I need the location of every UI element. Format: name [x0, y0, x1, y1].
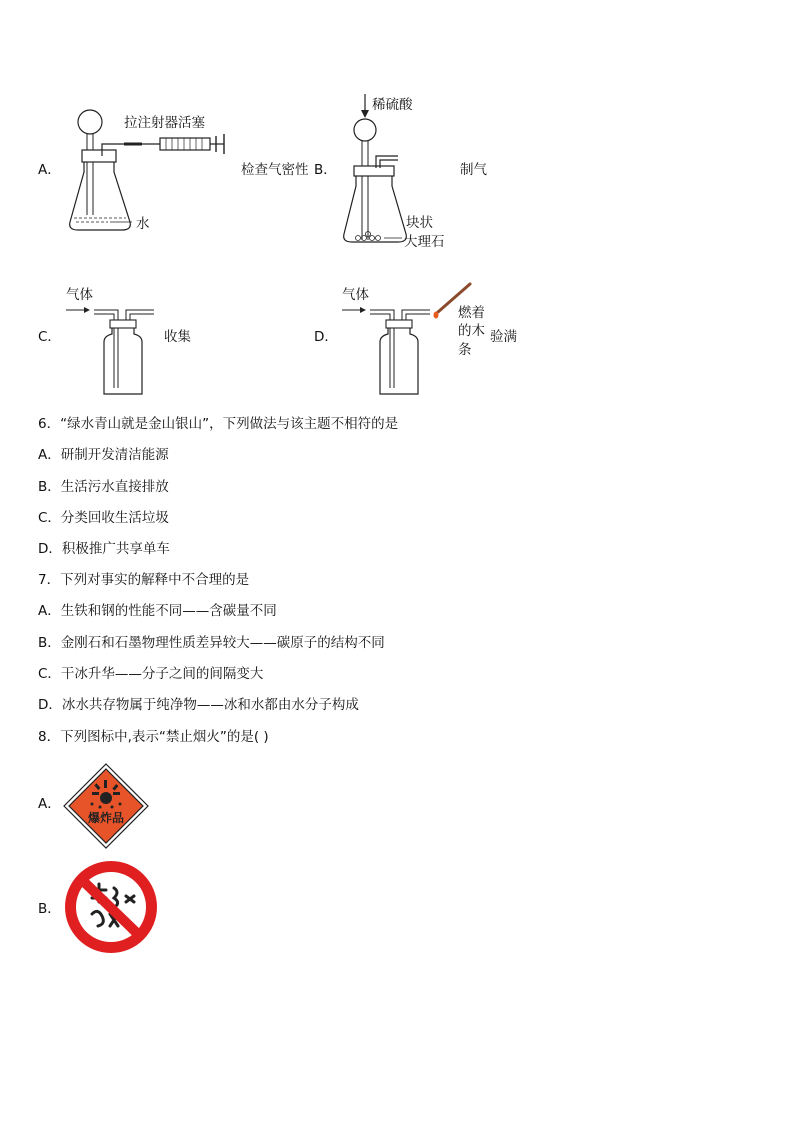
label-marble-2: 大理石 [404, 234, 445, 250]
question-8-option-a-letter: A． [38, 796, 61, 812]
caption-full-check: 验满 [490, 329, 517, 345]
explosive-sign-icon [62, 762, 150, 850]
question-8-option-b-letter: B． [38, 901, 61, 917]
option-b-letter: B． [314, 162, 337, 178]
label-stick-2: 的木 [458, 323, 485, 339]
option-c-letter: C． [38, 329, 61, 345]
question-6-option-a: A．研制开发清洁能源 [38, 447, 169, 463]
option-a-letter: A． [38, 162, 61, 178]
no-fire-sign-icon [62, 858, 160, 956]
caption-gas-generation: 制气 [460, 162, 487, 178]
label-stick-3: 条 [458, 342, 472, 358]
label-water: 水 [136, 216, 150, 232]
question-7-option-b: B．金刚石和石墨物理性质差异较大——碳原子的结构不同 [38, 635, 385, 651]
question-6-option-b: B．生活污水直接排放 [38, 479, 169, 495]
question-7-option-c: C．干冰升华——分子之间的间隔变大 [38, 666, 264, 682]
question-8-stem: 8．下列图标中,表示“禁止烟火”的是( ) [38, 729, 269, 745]
label-marble-1: 块状 [406, 215, 433, 231]
question-7-option-a: A．生铁和钢的性能不同——含碳量不同 [38, 603, 277, 619]
caption-collection: 收集 [164, 329, 191, 345]
option-d-letter: D． [314, 329, 338, 345]
label-gas-c: 气体 [66, 287, 93, 303]
question-6-stem: 6．“绿水青山就是金山银山”，下列做法与该主题不相符的是 [38, 416, 399, 432]
question-6-option-d: D．积极推广共享单车 [38, 541, 170, 557]
question-7-option-d: D．冰水共存物属于纯净物——冰和水都由水分子构成 [38, 697, 359, 713]
label-dilute-sulfuric-acid: 稀硫酸 [372, 97, 413, 113]
caption-airtightness: 检查气密性 [241, 162, 309, 178]
apparatus-gas-collection [64, 302, 164, 402]
label-syringe: 拉注射器活塞 [124, 115, 205, 131]
label-stick-1: 燃着 [458, 305, 485, 321]
question-7-stem: 7．下列对事实的解释中不合理的是 [38, 572, 250, 588]
label-gas-d: 气体 [342, 287, 369, 303]
explosive-sign-text: 爆炸品 [87, 811, 125, 825]
question-6-option-c: C．分类回收生活垃圾 [38, 510, 169, 526]
